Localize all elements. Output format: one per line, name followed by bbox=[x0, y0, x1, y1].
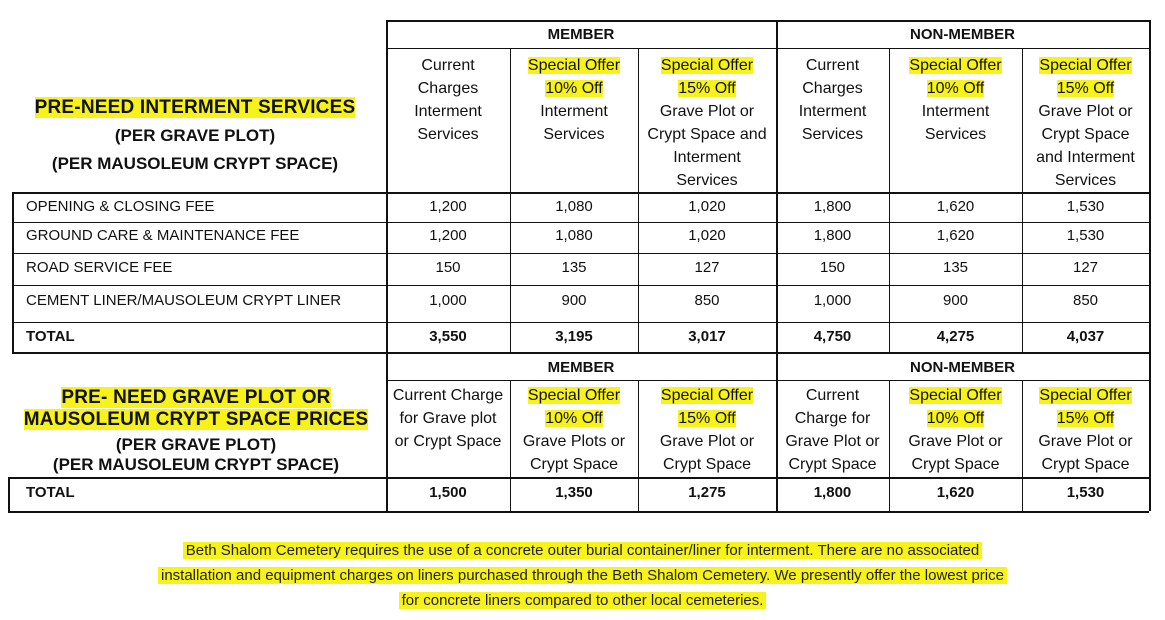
section2-total-value-1: 1,500 bbox=[429, 484, 467, 501]
section1-row-1-value-4: 1,800 bbox=[813, 198, 852, 215]
grid-line-h bbox=[12, 222, 1149, 223]
section2-nonmember-header: NON-MEMBER bbox=[910, 359, 1015, 376]
col-header-line: Crypt Space bbox=[788, 456, 877, 473]
grid-line-h bbox=[386, 48, 1149, 49]
grid-line-h bbox=[386, 380, 1149, 381]
col-header-line: Grave Plot or bbox=[659, 433, 755, 450]
section1-row-2-value-2: 1,080 bbox=[555, 227, 593, 244]
section1-row-3-value-5: 135 bbox=[942, 259, 969, 276]
col-header-line: Interment bbox=[921, 103, 990, 120]
col-header-line: Special Offer bbox=[527, 387, 621, 404]
section1-total-label: TOTAL bbox=[26, 328, 75, 345]
col-header-line: 10% Off bbox=[545, 80, 603, 97]
section1-row-3-value-6: 127 bbox=[1072, 259, 1099, 276]
section1-row-4-label: CEMENT LINER/MAUSOLEUM CRYPT LINER bbox=[26, 292, 342, 309]
col-header-line: Current Charge bbox=[392, 387, 504, 404]
col-header-line: 15% Off bbox=[1056, 80, 1115, 97]
col-header-line: Grave Plot or bbox=[1038, 103, 1133, 120]
col-header-line: Services bbox=[1054, 172, 1117, 189]
footer-line-1: Beth Shalom Cemetery requires the use of a concrete outer burial container/liner for interment. There are no associated bbox=[183, 542, 982, 559]
section1-total-value-4: 4,750 bbox=[813, 328, 852, 345]
col-header-line: Services bbox=[801, 126, 864, 143]
grid-line-v bbox=[386, 352, 388, 511]
grid-line-h bbox=[386, 20, 1149, 22]
grid-line-v bbox=[386, 20, 388, 352]
section1-col-header-5 bbox=[889, 54, 1022, 146]
col-header-line: Crypt Space bbox=[662, 456, 752, 473]
section1-row-4-value-3: 850 bbox=[694, 292, 720, 309]
section1-row-1-value-3: 1,020 bbox=[688, 198, 726, 215]
section2-title-line1: PRE- NEED GRAVE PLOT OR bbox=[61, 387, 331, 408]
section1-row-4-value-2: 900 bbox=[561, 292, 587, 309]
section1-row-4-value-5: 900 bbox=[942, 292, 969, 309]
section1-member-header: MEMBER bbox=[547, 26, 615, 43]
col-header-line: Special Offer bbox=[909, 387, 1002, 404]
section1-row-4-value-6: 850 bbox=[1072, 292, 1099, 309]
col-header-line: 10% Off bbox=[926, 410, 985, 427]
section1-row-3-value-3: 127 bbox=[694, 259, 720, 276]
section2-col-header-6 bbox=[1022, 384, 1149, 476]
col-header-line: Current bbox=[805, 387, 860, 404]
section1-row-3-value-1: 150 bbox=[435, 259, 461, 276]
col-header-line: and Interment bbox=[1036, 149, 1135, 166]
grid-line-h bbox=[12, 322, 1149, 323]
col-header-line: Crypt Space bbox=[911, 456, 1000, 473]
col-header-line: Charge for bbox=[794, 410, 871, 427]
section1-row-2-value-4: 1,800 bbox=[813, 227, 852, 244]
col-header-line: 15% Off bbox=[678, 80, 736, 97]
col-header-line: Services bbox=[676, 172, 738, 189]
col-header-line: Charges bbox=[802, 80, 863, 97]
section1-row-1-value-6: 1,530 bbox=[1066, 198, 1105, 215]
col-header-line: Grave Plots or bbox=[522, 433, 626, 450]
col-header-line: Grave Plot or bbox=[785, 433, 880, 450]
grid-line-v bbox=[510, 380, 511, 511]
section2-total-label: TOTAL bbox=[26, 484, 75, 501]
section2-col-header-2 bbox=[510, 384, 638, 476]
section1-row-4-value-4: 1,000 bbox=[813, 292, 852, 309]
section1-row-4-value-1: 1,000 bbox=[429, 292, 467, 309]
col-header-line: Special Offer bbox=[909, 57, 1002, 74]
col-header-line: for Grave plot bbox=[399, 410, 497, 427]
col-header-line: Current bbox=[805, 57, 860, 74]
col-header-line: or Crypt Space bbox=[394, 433, 502, 450]
section1-row-2-value-6: 1,530 bbox=[1066, 227, 1105, 244]
grid-line-h bbox=[12, 285, 1149, 286]
section2-member-header: MEMBER bbox=[547, 359, 615, 376]
col-header-line: Special Offer bbox=[660, 57, 754, 74]
section1-title-block bbox=[10, 97, 380, 174]
section1-row-2-value-3: 1,020 bbox=[688, 227, 726, 244]
grid-line-v bbox=[1022, 380, 1023, 511]
col-header-line: Grave Plot or bbox=[908, 433, 1003, 450]
grid-line-h bbox=[12, 352, 1149, 354]
section2-total-value-5: 1,620 bbox=[936, 484, 975, 501]
col-header-line: Grave Plot or bbox=[659, 103, 755, 120]
col-header-line: Current bbox=[421, 57, 475, 74]
section2-col-header-4 bbox=[776, 384, 889, 476]
section1-total-value-2: 3,195 bbox=[555, 328, 593, 345]
section1-row-3-value-2: 135 bbox=[561, 259, 587, 276]
col-header-line: 15% Off bbox=[678, 410, 736, 427]
col-header-line: Interment bbox=[798, 103, 867, 120]
section1-col-header-4 bbox=[776, 54, 889, 146]
section1-row-1-value-1: 1,200 bbox=[429, 198, 467, 215]
col-header-line: Special Offer bbox=[1039, 57, 1132, 74]
col-header-line: Interment bbox=[540, 103, 608, 120]
grid-line-v bbox=[889, 48, 890, 352]
grid-line-v bbox=[776, 352, 778, 511]
section2-col-header-3 bbox=[638, 384, 776, 476]
col-header-line: Crypt Space bbox=[529, 456, 619, 473]
col-header-line: Special Offer bbox=[1039, 387, 1132, 404]
col-header-line: Services bbox=[924, 126, 987, 143]
footer-line-3: for concrete liners compared to other local cemeteries. bbox=[399, 592, 767, 609]
section2-total-value-4: 1,800 bbox=[813, 484, 852, 501]
section2-total-value-3: 1,275 bbox=[688, 484, 726, 501]
col-header-line: 10% Off bbox=[545, 410, 603, 427]
section2-subtitle-grave: (PER GRAVE PLOT) bbox=[115, 435, 277, 454]
section1-total-value-1: 3,550 bbox=[429, 328, 467, 345]
section1-row-2-label: GROUND CARE & MAINTENANCE FEE bbox=[26, 227, 300, 244]
grid-line-v bbox=[510, 48, 511, 352]
col-header-line: 15% Off bbox=[1056, 410, 1115, 427]
section1-row-2-value-1: 1,200 bbox=[429, 227, 467, 244]
grid-line-v bbox=[1149, 20, 1151, 352]
section2-col-header-5 bbox=[889, 384, 1022, 476]
section1-subtitle-crypt: (PER MAUSOLEUM CRYPT SPACE) bbox=[51, 154, 339, 173]
section2-col-header-1 bbox=[386, 384, 510, 453]
col-header-line: 10% Off bbox=[926, 80, 985, 97]
col-header-line: Services bbox=[543, 126, 605, 143]
grid-line-v bbox=[776, 20, 778, 352]
section1-col-header-3 bbox=[638, 54, 776, 192]
section2-title-block bbox=[10, 387, 382, 475]
grid-line-v bbox=[638, 48, 639, 352]
section1-row-1-value-5: 1,620 bbox=[936, 198, 975, 215]
section1-row-1-label: OPENING & CLOSING FEE bbox=[26, 198, 215, 215]
grid-line-v bbox=[889, 380, 890, 511]
section1-total-value-6: 4,037 bbox=[1066, 328, 1105, 345]
section2-total-value-6: 1,530 bbox=[1066, 484, 1105, 501]
footer-line-2: installation and equipment charges on liners purchased through the Beth Shalom Cemetery. We presently offer the lowest price bbox=[158, 567, 1007, 584]
grid-line-h bbox=[8, 477, 1149, 479]
col-header-line: Crypt Space bbox=[1041, 126, 1130, 143]
grid-line-v bbox=[1022, 48, 1023, 352]
col-header-line: Interment bbox=[673, 149, 741, 166]
section1-col-header-1 bbox=[386, 54, 510, 146]
footer-note bbox=[0, 538, 1165, 613]
section1-total-value-5: 4,275 bbox=[936, 328, 975, 345]
grid-line-v bbox=[638, 380, 639, 511]
section2-total-value-2: 1,350 bbox=[555, 484, 593, 501]
section1-row-3-label: ROAD SERVICE FEE bbox=[26, 259, 173, 276]
col-header-line: Services bbox=[417, 126, 479, 143]
section1-title: PRE-NEED INTERMENT SERVICES bbox=[34, 97, 356, 118]
grid-line-h bbox=[12, 253, 1149, 254]
section1-nonmember-header: NON-MEMBER bbox=[910, 26, 1015, 43]
section1-subtitle-grave: (PER GRAVE PLOT) bbox=[114, 126, 276, 145]
col-header-line: Crypt Space bbox=[1041, 456, 1130, 473]
col-header-line: Special Offer bbox=[660, 387, 754, 404]
section1-row-1-value-2: 1,080 bbox=[555, 198, 593, 215]
col-header-line: Crypt Space and bbox=[647, 126, 767, 143]
grid-line-h bbox=[8, 511, 1149, 513]
section2-subtitle-crypt: (PER MAUSOLEUM CRYPT SPACE) bbox=[52, 455, 340, 474]
section1-row-2-value-5: 1,620 bbox=[936, 227, 975, 244]
grid-line-v bbox=[1149, 352, 1151, 511]
section1-row-3-value-4: 150 bbox=[819, 259, 846, 276]
grid-line-h bbox=[12, 192, 1149, 194]
section2-title-line2: MAUSOLEUM CRYPT SPACE PRICES bbox=[23, 409, 369, 430]
col-header-line: Grave Plot or bbox=[1038, 433, 1133, 450]
section1-total-value-3: 3,017 bbox=[688, 328, 726, 345]
col-header-line: Special Offer bbox=[527, 57, 621, 74]
grid-line-v bbox=[12, 192, 14, 352]
col-header-line: Interment bbox=[414, 103, 482, 120]
col-header-line: Charges bbox=[417, 80, 479, 97]
grid-line-v bbox=[8, 477, 10, 511]
section1-col-header-2 bbox=[510, 54, 638, 146]
section1-col-header-6 bbox=[1022, 54, 1149, 192]
